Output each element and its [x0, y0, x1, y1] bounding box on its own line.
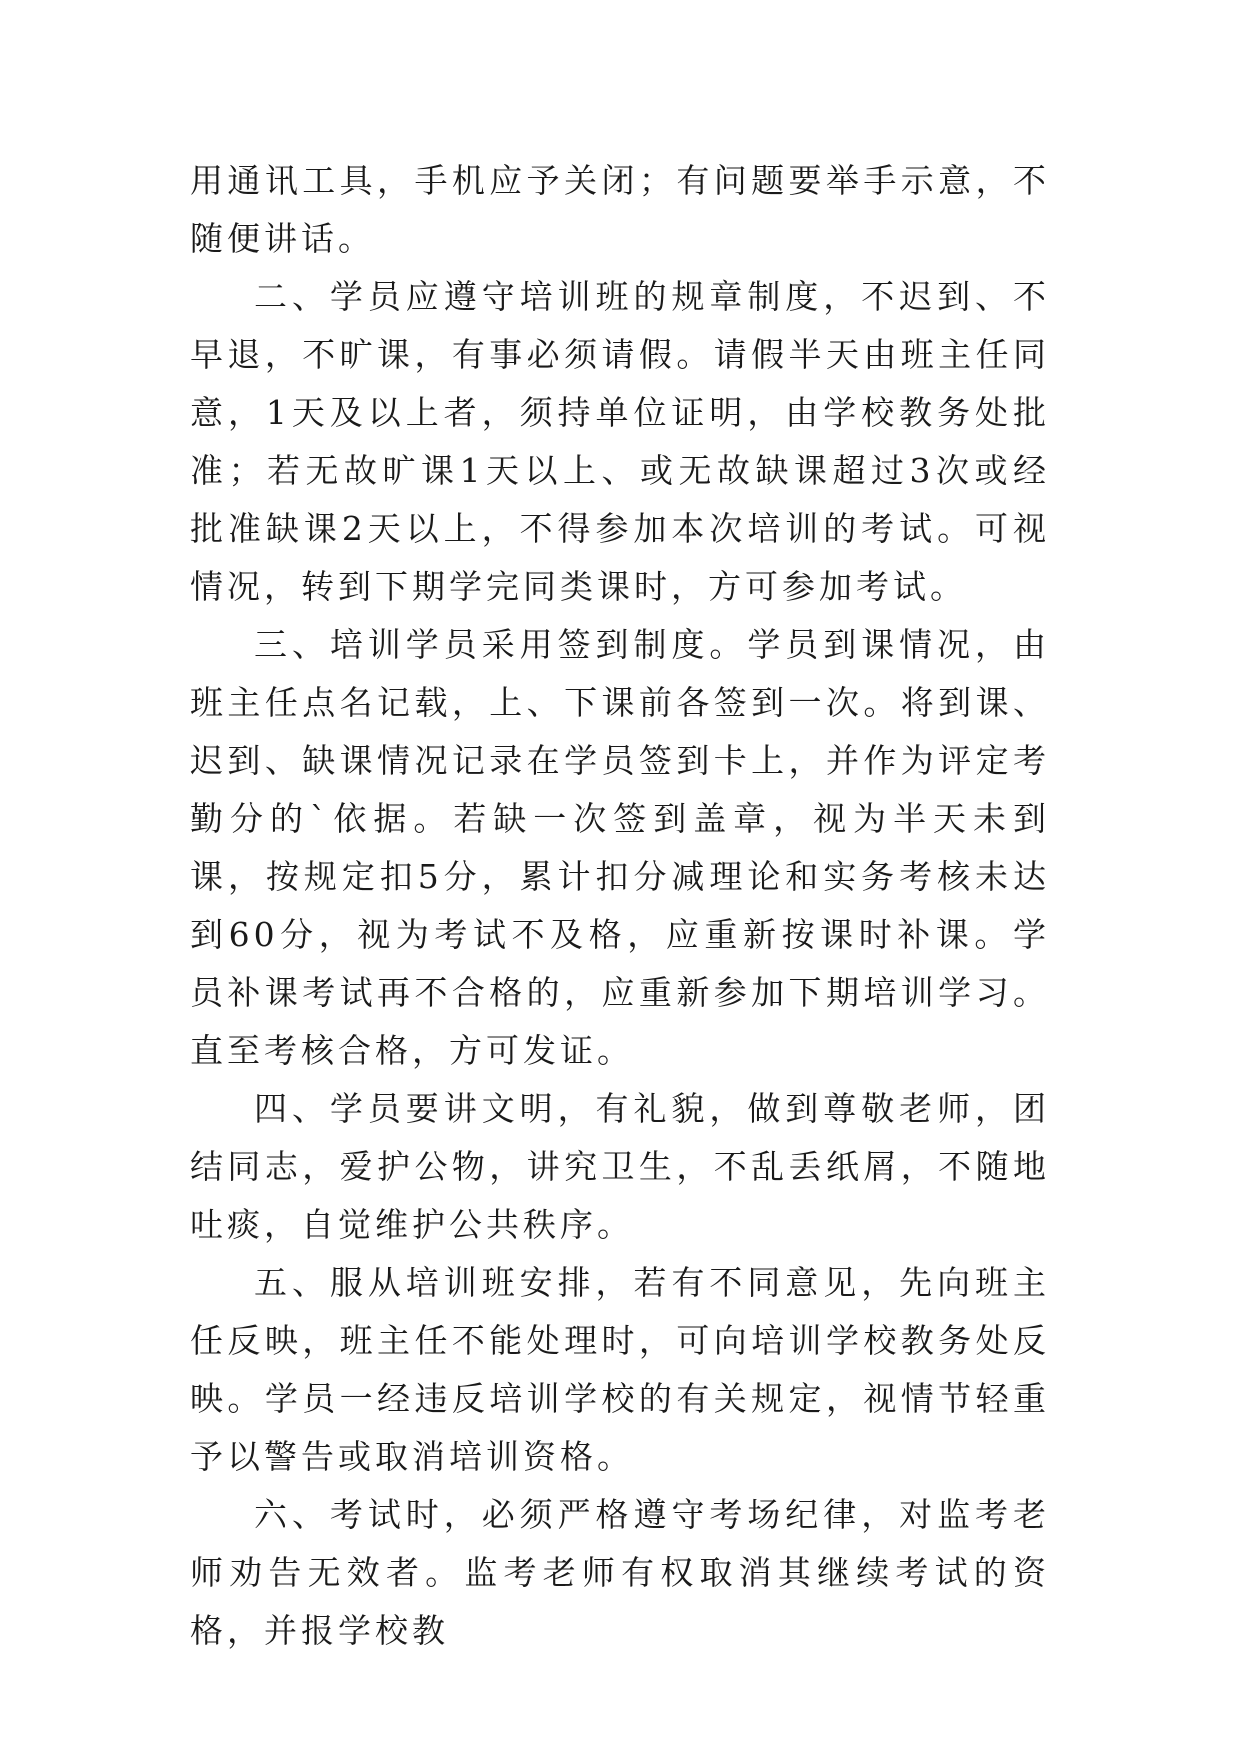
paragraph-rule-3: 三、培训学员采用签到制度。学员到课情况，由班主任点名记载，上、下课前各签到一次。将到课、迟到、缺课情况记录在学员签到卡上，并作为评定考勤分的`依据。若缺一次签到盖章，视为半天未到课，按规定扣5分，累计扣分减理论和实务考核未达到60分，视为考试不及格，应重新按课时补课。学员补课考试再不合格的，应重新参加下期培训学习。直至考核合格，方可发证。	[190, 625, 1050, 1070]
document-body	[190, 152, 1050, 1660]
paragraph-rule-4: 四、学员要讲文明，有礼貌，做到尊敬老师，团结同志，爱护公物，讲究卫生，不乱丢纸屑，不随地吐痰，自觉维护公共秩序。	[190, 1089, 1050, 1244]
paragraph-rule-5: 五、服从培训班安排，若有不同意见，先向班主任反映，班主任不能处理时，可向培训学校教务处反映。学员一经违反培训学校的有关规定，视情节轻重予以警告或取消培训资格。	[190, 1263, 1050, 1476]
paragraph-continued: 用通讯工具，手机应予关闭；有问题要举手示意，不随便讲话。	[190, 161, 1050, 258]
paragraph-rule-2: 二、学员应遵守培训班的规章制度，不迟到、不早退，不旷课，有事必须请假。请假半天由班主任同意，1天及以上者，须持单位证明，由学校教务处批准；若无故旷课1天以上、或无故缺课超过3次或经批准缺课2天以上，不得参加本次培训的考试。可视情况，转到下期学完同类课时，方可参加考试。	[190, 277, 1050, 606]
paragraph-rule-6: 六、考试时，必须严格遵守考场纪律，对监考老师劝告无效者。监考老师有权取消其继续考试的资格，并报学校教	[190, 1495, 1050, 1650]
